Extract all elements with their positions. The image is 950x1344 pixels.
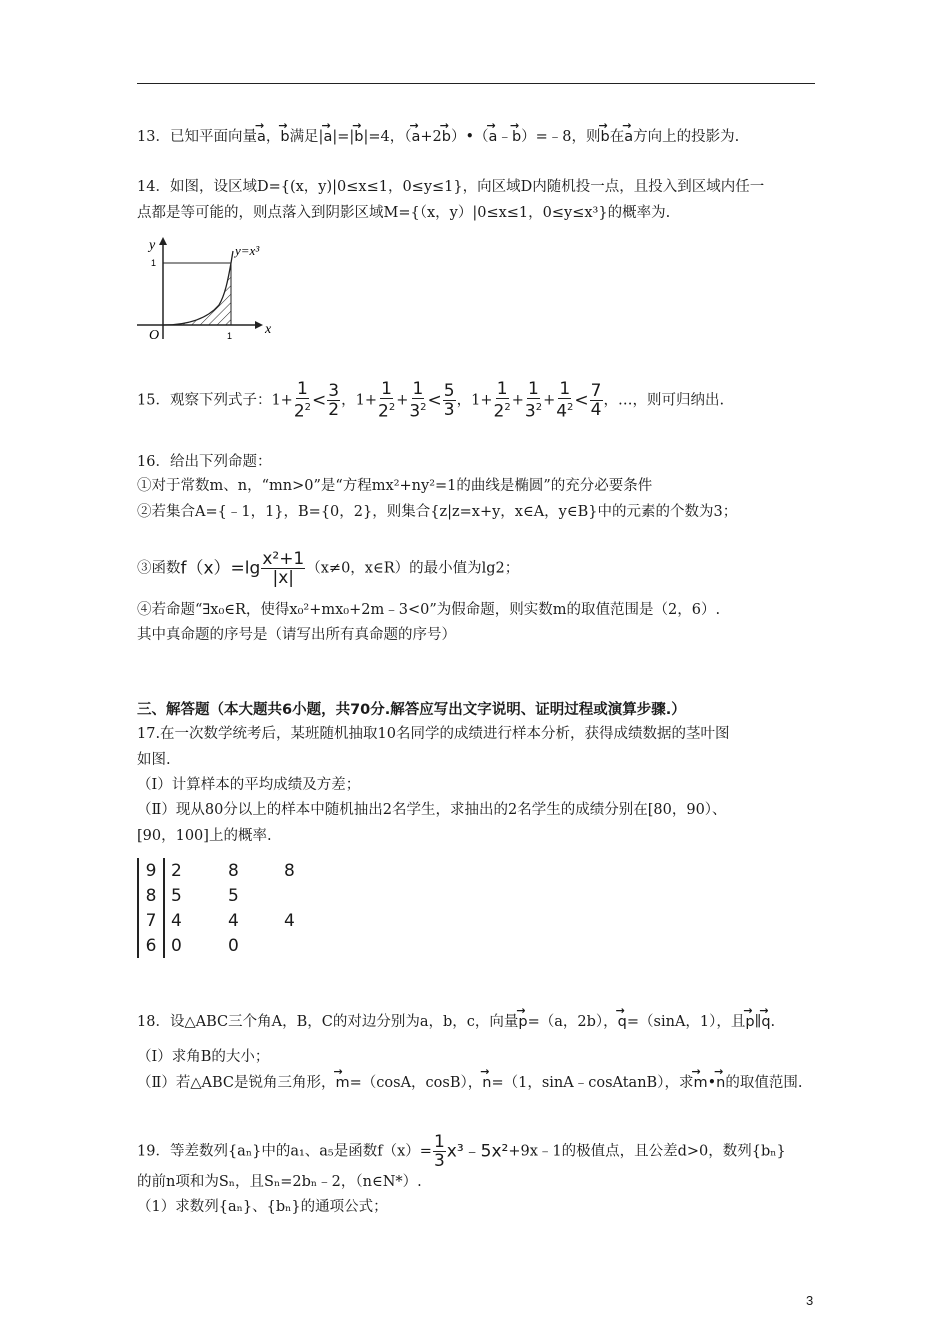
question-17-part1: （Ⅰ）计算样本的平均成绩及方差； (137, 777, 361, 793)
fraction: $\frac{1}{4^2}$ (556, 379, 574, 422)
question-16-ask: 其中真命题的序号是（请写出所有真命题的序号） (137, 627, 456, 643)
stem-value: 6 (138, 933, 164, 958)
question-13: 13．已知平面向量→ a，→ b满足|→ a|=|→ b|=4，（→ a+2→ b）•（→ a﹣→ b）=﹣8，则→ b在→ a方向上的投影为. (137, 127, 739, 147)
y-axis-arrow-icon (159, 237, 167, 245)
origin-label: O (149, 328, 160, 343)
curve-label: y=x³ (235, 243, 260, 258)
leaf-value: 8 (228, 860, 239, 881)
header-rule (137, 83, 815, 84)
question-15: 15．观察下列式子：1+ $\frac{1}{2^2}$ < $\frac{3}{2}$ ，1+ $\frac{1}{2^2}$ + $\frac{1}{3^2}$ < $\frac{5}{3}$ ，1+ $\frac{1}{2^2}$ + $\frac{1}{3^2}$ + $\frac{1}{4^2}$ < $\frac{7}{4}$ ，…，则可归纳出. (137, 379, 725, 422)
leaf-value: 5 (228, 885, 239, 906)
question-16-prop3: ③函数f（x）=lg $\frac{\text{x²+1}}{|x|}$ （x≠0，x∈R）的最小值为lg2； (137, 549, 520, 588)
question-18-part1: （Ⅰ）求角B的大小； (137, 1049, 270, 1065)
leaf-value: 5 (171, 885, 182, 906)
leaf-value: 4 (171, 910, 182, 931)
question-18: 18．设△ABC三个角A，B，C的对边分别为a，b，c，向量→ p=（a，2b），→ q=（sinA，1），且→ p∥→ q. (137, 1012, 775, 1032)
fraction: $\frac{1}{3^2}$ (524, 379, 543, 422)
leaf-value: 4 (228, 910, 239, 931)
x-axis-arrow-icon (255, 321, 263, 329)
cubic-region-graph (137, 235, 287, 343)
leaf-value (278, 883, 334, 908)
question-14-line2: 点都是等可能的，则点落入到阴影区域M={（x，y）|0≤x≤1，0≤y≤x³}的概率为. (137, 205, 671, 221)
fraction: $\frac{5}{3}$ (443, 380, 455, 420)
fraction: $\frac{1}{2^2}$ (293, 379, 312, 422)
leaf-value: 0 (171, 935, 182, 956)
question-19-part1: （1）求数列{aₙ}、{bₙ}的通项公式； (137, 1199, 388, 1215)
stem-value: 8 (138, 883, 164, 908)
question-17-part2b: [90，100]上的概率. (137, 828, 272, 844)
fraction: $\frac{1}{2^2}$ (493, 379, 511, 422)
stem-value: 7 (138, 908, 164, 933)
question-17-part2a: （Ⅱ）现从80分以上的样本中随机抽出2名学生，求抽出的2名学生的成绩分别在[80，90）、 (137, 802, 727, 818)
fraction: $\frac{1}{3}$ (433, 1132, 445, 1171)
y-axis-label: y (149, 238, 156, 253)
question-16-prop2: ②若集合A={﹣1，1}，B={0，2}，则集合{z|z=x+y，x∈A，y∈B}中的元素的个数为3； (137, 504, 738, 520)
question-16-title: 16．给出下列命题： (137, 454, 272, 470)
question-19-line2: 的前n项和为Sₙ，且Sₙ=2bₙ﹣2，（n∈N*）. (137, 1174, 422, 1190)
question-17-line2: 如图. (137, 752, 171, 768)
question-16-prop4: ④若命题“∃x₀∈R，使得x₀²+mx₀+2m﹣3<0”为假命题，则实数m的取值范围是（2，6）. (137, 602, 721, 618)
question-18-part2: （Ⅱ）若△ABC是锐角三角形，→ m=（cosA，cosB），→ n=（1，sinA﹣cosAtanB），求→ m•→ n的取值范围. (137, 1073, 802, 1093)
x-tick-label: 1 (227, 331, 233, 341)
fraction: $\frac{\text{x²+1}}{|x|}$ (262, 549, 305, 588)
fraction: $\frac{1}{3^2}$ (409, 379, 427, 422)
leaf-value: 2 (171, 860, 182, 881)
x-axis-label: x (265, 322, 272, 337)
question-14-line1: 14．如图，设区域D={(x，y)|0≤x≤1，0≤y≤1}，向区域D内随机投一点，且投入到区域内任一 (137, 179, 765, 195)
stem-leaf-plot (137, 858, 335, 958)
fraction: $\frac{1}{2^2}$ (377, 379, 396, 422)
question-17-line1: 17.在一次数学统考后，某班随机抽取10名同学的成绩进行样本分析，获得成绩数据的茎叶图 (137, 726, 730, 742)
stem-row (138, 858, 334, 883)
page-number: 3 (806, 1293, 814, 1308)
leaf-value: 4 (284, 910, 295, 931)
shaded-region (163, 263, 231, 325)
leaf-value: 0 (228, 935, 239, 956)
section-heading: 三、解答题（本大题共6小题，共70分.解答应写出文字说明、证明过程或演算步骤.） (137, 702, 686, 718)
question-16-prop1: ①对于常数m、n，“mn>0”是“方程mx²+ny²=1的曲线是椭圆”的充分必要条件 (137, 478, 653, 494)
question-19: 19．等差数列{aₙ}中的a₁、a₅是函数f（x）= $\frac{1}{3}$ x³﹣5x²+9x﹣1的极值点，且公差d>0，数列{bₙ} (137, 1132, 786, 1171)
stem-row (138, 883, 334, 908)
stem-value: 9 (138, 858, 164, 883)
leaf-value: 8 (284, 860, 295, 881)
stem-row (138, 908, 334, 933)
y-tick-label: 1 (151, 258, 157, 268)
fraction: $\frac{7}{4}$ (590, 380, 602, 420)
leaf-value (278, 933, 334, 958)
fraction: $\frac{3}{2}$ (328, 380, 340, 420)
stem-row (138, 933, 334, 958)
